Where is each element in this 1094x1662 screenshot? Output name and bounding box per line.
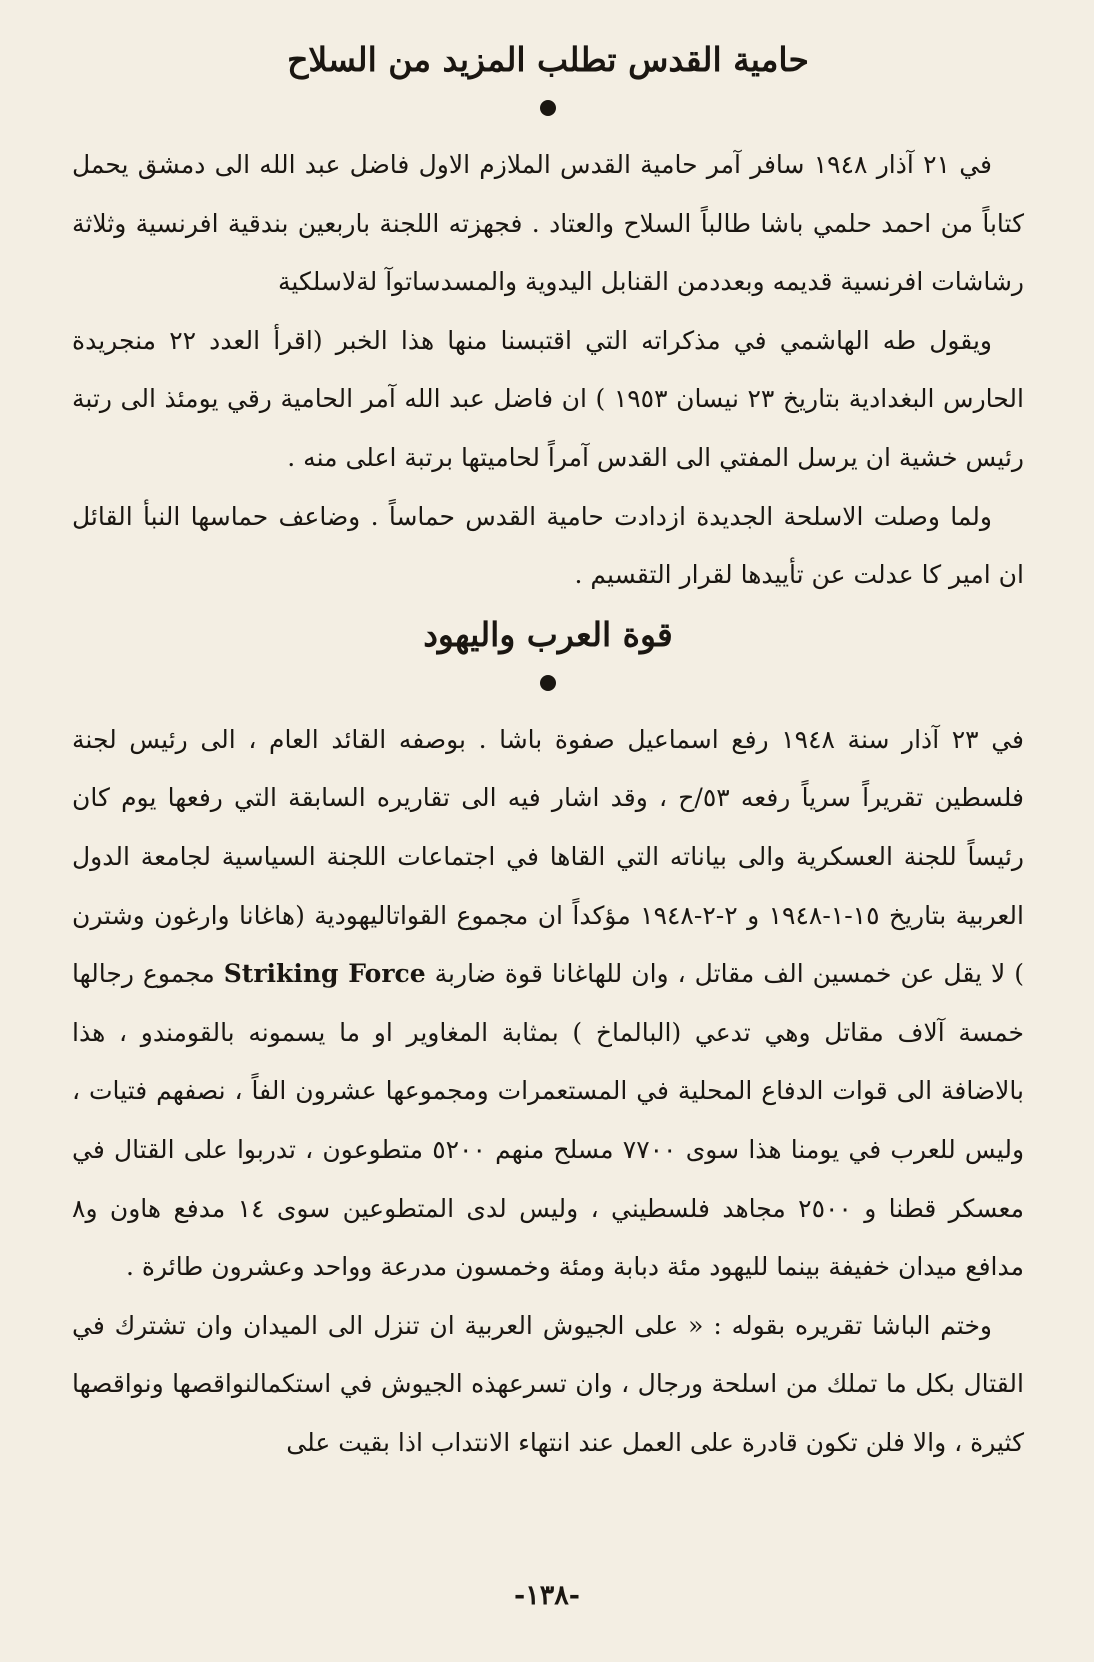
section-title-forces: قوة العرب واليهود (423, 614, 673, 654)
paragraph-5: وختم الباشا تقريره بقوله : « على الجيوش العربية ان تنزل الى الميدان وان تشترك في القتال بكل ما تملك من اسلحة ورجال ، وان تسرعهذه الجيوش في استكمالنواقصها ونواقصها كثيرة ، والا فلن تكون قادرة على العمل عند انتهاء الانتداب اذا بقيت على (72, 1310, 1024, 1457)
page-number: -١٣٨- (514, 1580, 580, 1611)
section-title-garrison: حامية القدس تطلب المزيد من السلاح (287, 40, 809, 79)
bullet-dot-1 (540, 100, 556, 116)
paragraph-1: في ٢١ آذار ١٩٤٨ سافر آمر حامية القدس الملازم الاول فاضل عبد الله الى دمشق يحمل كتاباً من احمد حلمي باشا طالباً السلاح والعتاد . فجهزته اللجنة باربعين بندقية افرنسية وثلاثة رشاشات افرنسية قديمه وبعددمن القنابل اليدوية والمسدساتوآ لةلاسلكية (72, 150, 1024, 297)
paragraph-4-part-2: مجموع رجالها خمسة آلاف مقاتل وهي تدعي (البالماخ ) بمثابة المغاوير او ما يسمونه بالقومندو ، هذا بالاضافة الى قوات الدفاع المحلية في المستعمرات ومجموعها عشرون الفاً ، نصفهم فتيات ، وليس للعرب في يومنا هذا سوى ٧٧٠٠ مسلح منهم ٥٢٠٠ متطوعون ، تدربوا على القتال في معسكر قطنا و ٢٥٠٠ مجاهد فلسطيني ، وليس لدى المتطوعين سوى ١٤ مدفع هاون و٨ مدافع ميدان خفيفة بينما لليهود مئة دبابة ومئة وخمسون مدرعة وواحد وعشرون طائرة . (72, 959, 1025, 1282)
paragraph-4 (72, 711, 1024, 1297)
paragraph-4-part-1: في ٢٣ آذار سنة ١٩٤٨ رفع اسماعيل صفوة باشا . بوصفه القائد العام ، الى رئيس لجنة فلسطين تقريراً سرياً رفعه ٥٣/ح ، وقد اشار فيه الى تقاريره السابقة التي رفعها يوم كان رئيساً للجنة العسكرية والى بياناته التي القاها في اجتماعات اللجنة السياسية لجامعة الدول العربية بتاريخ ١٥-١-١٩٤٨ و ٢-٢-١٩٤٨ مؤكداً ان مجموع القواتاليهودية (هاغانا وارغون وشترن ) لا يقل عن خمسين الف مقاتل ، وان للهاغانا قوة ضاربة (72, 724, 1024, 989)
paragraph-3: ولما وصلت الاسلحة الجديدة ازدادت حامية القدس حماساً . وضاعف حماسها النبأ القائل ان امير كا عدلت عن تأييدها لقرار التقسيم . (72, 501, 1024, 590)
striking-force-term: Striking Force (223, 959, 426, 989)
bullet-dot-2 (540, 675, 556, 691)
paragraph-2: ويقول طه الهاشمي في مذكراته التي اقتبسنا منها هذا الخبر (اقرأ العدد ٢٢ منجريدة الحارس البغدادية بتاريخ ٢٣ نيسان ١٩٥٣ ) ان فاضل عبد الله آمر الحامية رقي يومئذ الى رتبة رئيس خشية ان يرسل المفتي الى القدس آمراً لحاميتها برتبة اعلى منه . (72, 325, 1024, 472)
